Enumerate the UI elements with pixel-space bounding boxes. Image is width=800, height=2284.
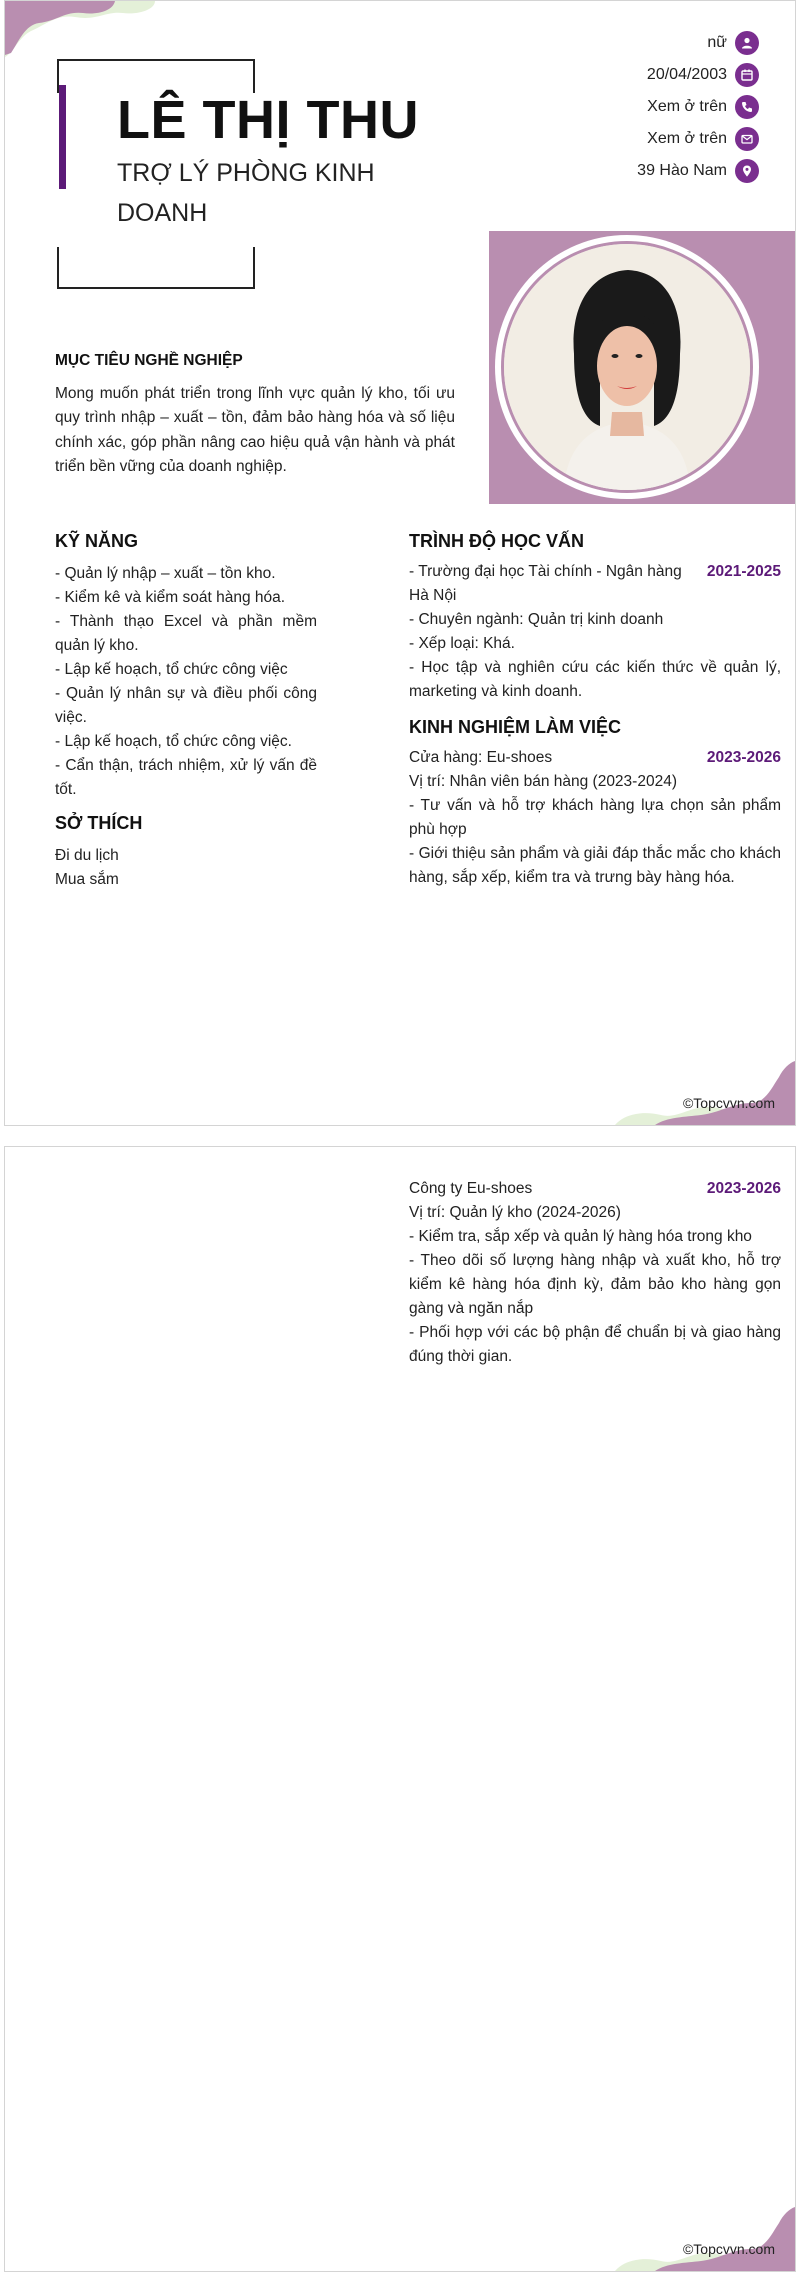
list-item: - Quản lý nhân sự và điều phối công việc.: [55, 685, 317, 726]
job-line: - Phối hợp với các bộ phận để chuẩn bị và giao hàng đúng thời gian.: [409, 1324, 781, 1365]
job-header-row: [409, 746, 781, 770]
job-header-row: [409, 1177, 781, 1201]
contact-gender: [637, 27, 759, 59]
objective-section: [55, 349, 455, 480]
education-line: - Học tập và nghiên cứu các kiến thức về quản lý, marketing và kinh doanh.: [409, 659, 781, 700]
contact-birthday: [637, 59, 759, 91]
list-item: - Lập kế hoạch, tổ chức công việc.: [55, 733, 292, 750]
name-accent-bar: [59, 85, 66, 189]
calendar-icon: [735, 63, 759, 87]
job-line: - Theo dõi số lượng hàng nhập và xuất kho, hỗ trợ kiểm kê hàng hóa định kỳ, đảm bảo kho hàng gọn gàng và ngăn nắp: [409, 1252, 781, 1317]
profile-photo-frame: [495, 235, 759, 499]
job-title: TRỢ LÝ PHÒNG KINH DOANH: [117, 153, 387, 233]
contact-email: [637, 123, 759, 155]
contact-list: [637, 27, 759, 187]
education-title: TRÌNH ĐỘ HỌC VẤN: [409, 531, 584, 551]
contact-phone: [637, 91, 759, 123]
cv-page-2: [4, 1146, 796, 2272]
profile-photo: [501, 241, 753, 493]
cv-page-1: [4, 0, 796, 1126]
list-item: - Lập kế hoạch, tổ chức công việc: [55, 661, 288, 678]
experience-section: [409, 717, 781, 890]
contact-phone-text: Xem ở trên: [647, 98, 727, 115]
education-school-row: [409, 560, 781, 608]
list-item: Đi du lịch: [55, 847, 119, 864]
list-item: - Quản lý nhập – xuất – tồn kho.: [55, 565, 276, 582]
objective-text: Mong muốn phát triển trong lĩnh vực quản lý kho, tối ưu quy trình nhập – xuất – tồn, đảm bảo hàng hóa và số liệu chính xác, góp phần nâng cao hiệu quả vận hành và phát triển bền vững của doanh nghiệp.: [55, 384, 455, 475]
user-icon: [735, 31, 759, 55]
job-date: 2023-2026: [706, 749, 781, 766]
education-line: - Chuyên ngành: Quản trị kinh doanh: [409, 611, 664, 628]
job-line: - Giới thiệu sản phẩm và giải đáp thắc mắc cho khách hàng, sắp xếp, kiểm tra và trưng bày hàng hóa.: [409, 845, 781, 886]
list-item: - Thành thạo Excel và phần mềm quản lý kho.: [55, 613, 317, 654]
skills-section: [55, 531, 317, 802]
decor-blob-bottom-right: [615, 2205, 795, 2271]
skills-title: KỸ NĂNG: [55, 531, 139, 551]
education-date: 2021-2025: [706, 563, 781, 580]
objective-title: MỤC TIÊU NGHỀ NGHIỆP: [55, 352, 243, 369]
watermark: ©Topcvvn.com: [682, 2241, 775, 2257]
education-line: - Xếp loại: Khá.: [409, 635, 515, 652]
job-details: [409, 1201, 781, 1369]
education-details: [409, 608, 781, 704]
job-company: Cửa hàng: Eu-shoes: [409, 749, 553, 766]
job-line: Vị trí: Quản lý kho (2024-2026): [409, 1204, 621, 1221]
contact-email-text: Xem ở trên: [647, 130, 727, 147]
contact-address: [637, 155, 759, 187]
contact-address-text: 39 Hào Nam: [637, 162, 727, 179]
job-line: - Kiểm tra, sắp xếp và quản lý hàng hóa trong kho: [409, 1228, 752, 1245]
list-item: Mua sắm: [55, 871, 119, 888]
hobbies-title: SỞ THÍCH: [55, 813, 143, 833]
decor-blob-top-left: [5, 1, 165, 61]
experience-title: KINH NGHIỆM LÀM VIỆC: [409, 717, 622, 737]
contact-gender-text: nữ: [707, 34, 727, 51]
job-line: Vị trí: Nhân viên bán hàng (2023-2024): [409, 773, 677, 790]
experience-continued: [409, 1177, 781, 1369]
list-item: - Cẩn thận, trách nhiệm, xử lý vấn đề tốt.: [55, 757, 317, 798]
skills-list: [55, 562, 317, 802]
job-line: - Tư vấn và hỗ trợ khách hàng lựa chọn sản phẩm phù hợp: [409, 797, 781, 838]
decor-blob-bottom-right: [615, 1059, 795, 1125]
candidate-name: LÊ THỊ THU: [117, 90, 419, 150]
location-icon: [735, 159, 759, 183]
job-company: Công ty Eu-shoes: [409, 1180, 533, 1197]
contact-birthday-text: 20/04/2003: [646, 66, 727, 83]
phone-icon: [735, 95, 759, 119]
hobbies-section: [55, 813, 317, 892]
job-details: [409, 770, 781, 890]
hobbies-list: [55, 844, 317, 892]
email-icon: [735, 127, 759, 151]
education-school: - Trường đại học Tài chính - Ngân hàng Hà Nội: [409, 563, 682, 604]
job-date: 2023-2026: [706, 1180, 781, 1197]
list-item: - Kiểm kê và kiểm soát hàng hóa.: [55, 589, 286, 606]
watermark: ©Topcvvn.com: [682, 1095, 775, 1111]
education-section: [409, 531, 781, 704]
